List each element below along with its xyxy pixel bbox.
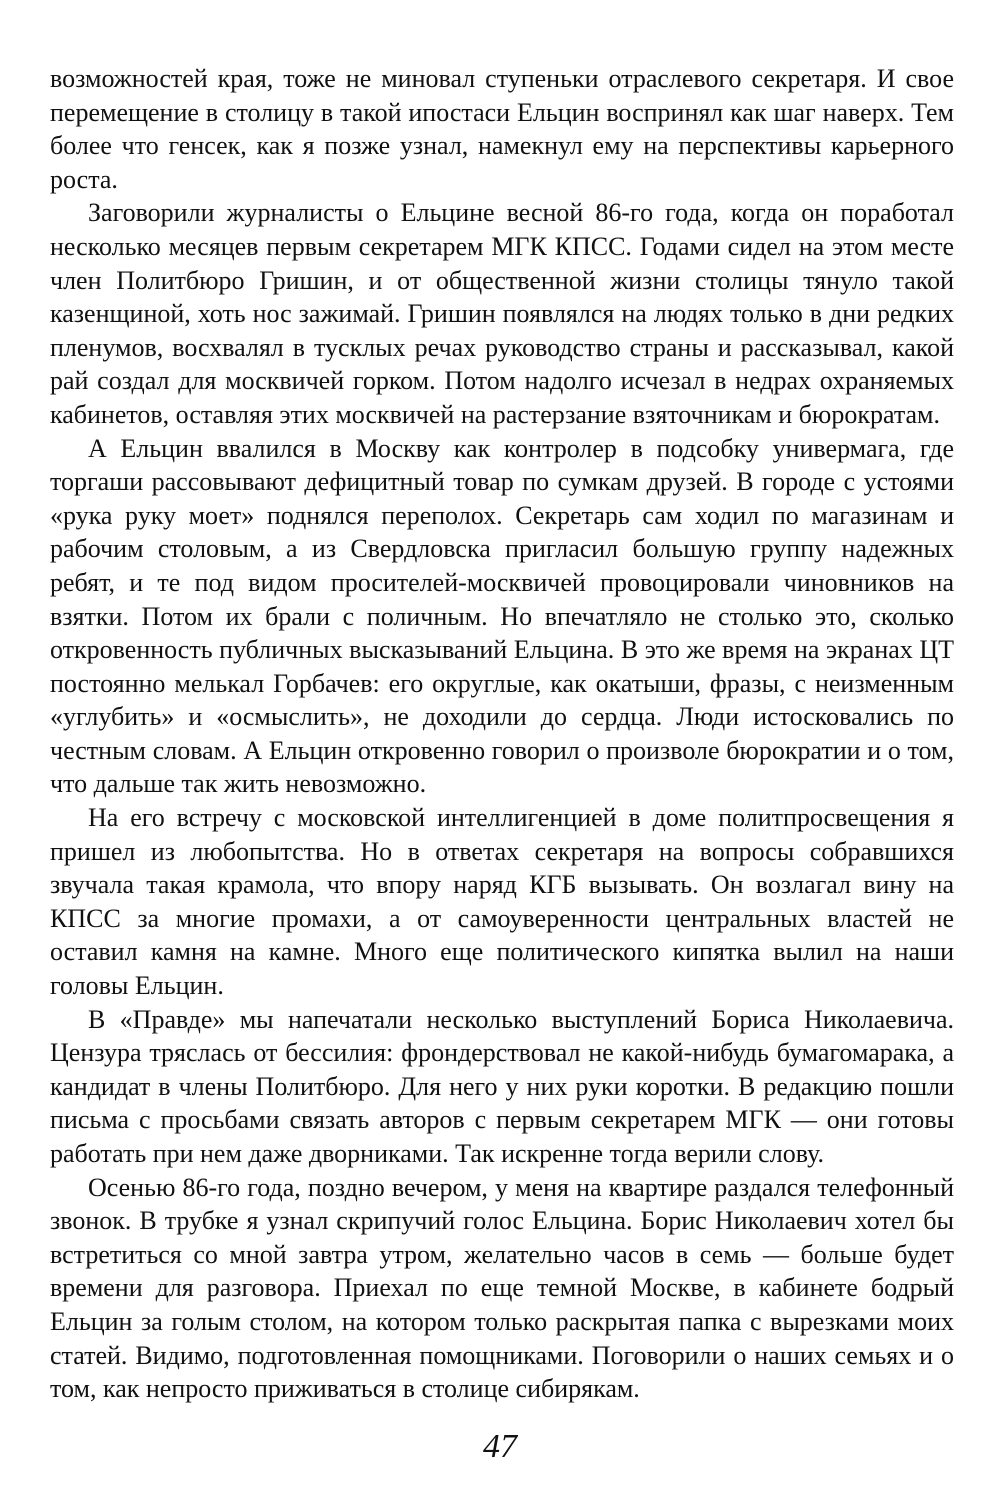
page-body [50, 62, 954, 1406]
page-number: 47 [483, 1428, 517, 1465]
paragraph-5: В «Правде» мы напечатали несколько выступлений Бориса Николаевича. Цензура тряслась от бессилия: фрондерствовал не какой-нибудь бумагомарака, а кандидат в члены Политбюро. Для него у них руки коротки. В редакцию пошли письма с просьбами связать авторов с первым секретарем МГК — они готовы работать при нем даже дворниками. Так искренне тогда верили слову. [50, 1004, 954, 1168]
paragraph-3: А Ельцин ввалился в Москву как контролер в подсобку универмага, где торгаши рассовывают дефицитный товар по сумкам друзей. В городе с устоями «рука руку моет» поднялся переполох. Секретарь сам ходил по магазинам и рабочим столовым, а из Свердловска пригласил большую группу надежных ребят, и те под видом просителей-москвичей провоцировали чиновников на взятки. Потом их брали с поличным. Но впечатляло не столько это, сколько откровенность публичных высказываний Ельцина. В это же время на экранах ЦТ постоянно мелькал Горбачев: его округлые, как окатыши, фразы, с неизменным «углубить» и «осмыслить», не доходили до сердца. Люди истосковались по честным словам. А Ельцин откровенно говорил о произволе бюрократии и о том, что дальше так жить невозможно. [50, 433, 954, 799]
paragraph-2: Заговорили журналисты о Ельцине весной 86-го года, когда он поработал несколько месяцев первым секретарем МГК КПСС. Годами сидел на этом месте член Политбюро Гришин, и от общественной жизни столицы тянуло такой казенщиной, хоть нос зажимай. Гришин появлялся на людях только в дни редких пленумов, восхвалял в тусклых речах руководство страны и рассказывал, какой рай создал для москвичей горком. Потом надолго исчезал в недрах охраняемых кабинетов, оставляя этих москвичей на растерзание взяточникам и бюрократам. [50, 198, 954, 429]
paragraph-1: возможностей края, тоже не миновал ступеньки отраслевого секретаря. И свое перемещение в столицу в такой ипостаси Ельцин воспринял как шаг наверх. Тем более что генсек, как я позже узнал, намекнул ему на перспективы карьерного роста. [50, 64, 954, 194]
paragraph-4: На его встречу с московской интеллигенцией в доме политпросвещения я пришел из любопытства. Но в ответах секретаря на вопросы собравшихся звучала такая крамола, что впору наряд КГБ вызывать. Он возлагал вину на КПСС за многие промахи, а от самоуверенности центральных властей не оставил камня на камне. Много еще политического кипятка вылил на наши головы Ельцин. [50, 803, 954, 1001]
paragraph-6: Осенью 86-го года, поздно вечером, у меня на квартире раздался телефонный звонок. В трубке я узнал скрипучий голос Ельцина. Борис Николаевич хотел бы встретиться со мной завтра утром, желательно часов в семь — больше будет времени для разговора. Приехал по еще темной Москве, в кабинете бодрый Ельцин за голым столом, на котором только раскрытая папка с вырезками моих статей. Видимо, подготовленная помощниками. Поговорили о наших семьях и о том, как непросто приживаться в столице сибирякам. [50, 1172, 954, 1404]
